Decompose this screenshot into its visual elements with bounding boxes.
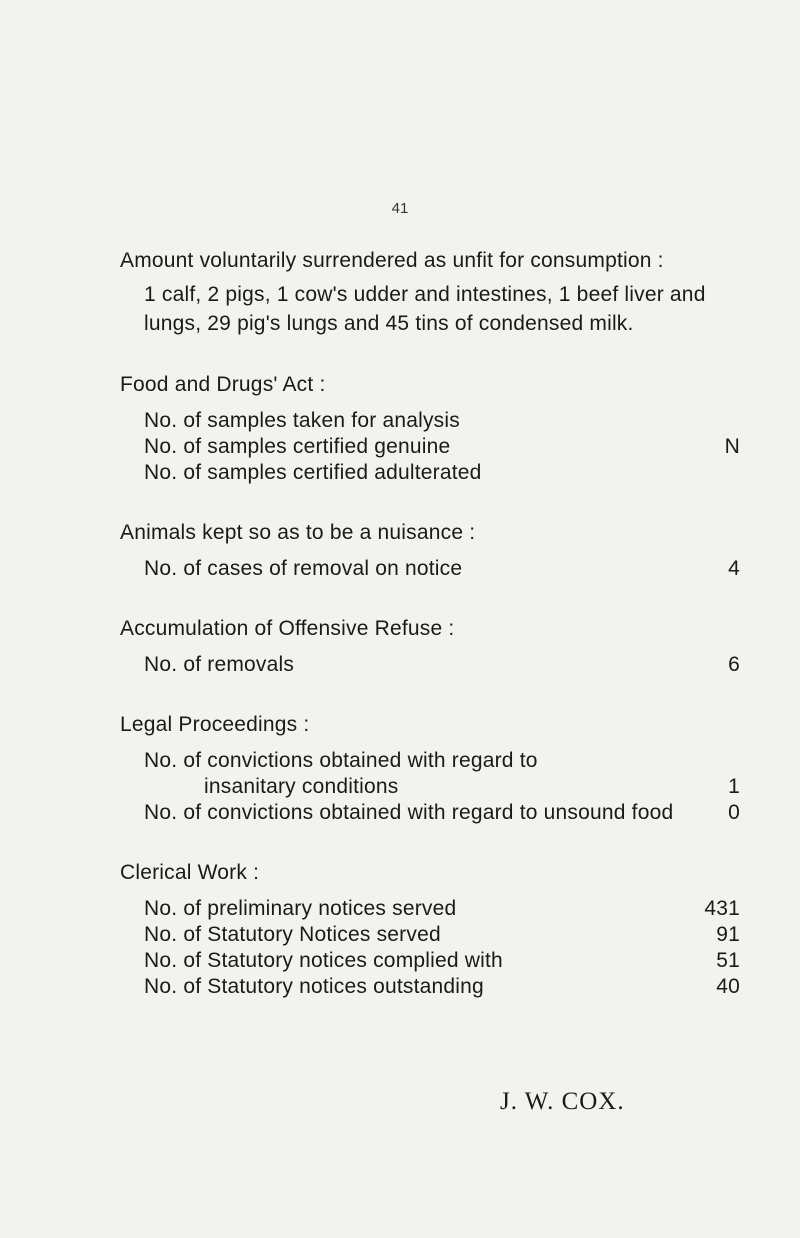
clerical-row-preliminary (120, 896, 740, 922)
food-drugs-row-genuine (120, 434, 740, 460)
food-drugs-row-analysis (120, 408, 740, 434)
surrendered-section (120, 248, 740, 338)
row-value: 1 (728, 775, 740, 798)
row-value (710, 748, 740, 774)
page-number: 41 (391, 200, 409, 217)
clerical-row-complied (120, 948, 740, 974)
row-label: No. of samples certified adulterated (144, 461, 482, 484)
legal-row-insanitary-line2 (120, 774, 740, 800)
animals-heading: Animals kept so as to be a nuisance : (120, 521, 476, 544)
row-label: No. of samples taken for analysis (144, 409, 460, 432)
row-label: No. of Statutory Notices served (144, 923, 441, 946)
surrendered-heading: Amount voluntarily surrendered as unfit for consumption : (120, 249, 664, 272)
food-drugs-row-adulterated (120, 460, 740, 486)
food-drugs-heading: Food and Drugs' Act : (120, 373, 326, 396)
clerical-row-outstanding (120, 974, 740, 1000)
row-label: No. of samples certified genuine (144, 435, 451, 458)
animals-row-removal (120, 556, 740, 582)
row-value: 0 (728, 801, 740, 824)
row-value (710, 460, 740, 486)
legal-heading: Legal Proceedings : (120, 713, 310, 736)
row-label: No. of convictions obtained with regard to unsound food (144, 801, 674, 824)
refuse-heading: Accumulation of Offensive Refuse : (120, 617, 455, 640)
clerical-row-statutory-served (120, 922, 740, 948)
legal-row-unsound-food (120, 800, 740, 826)
row-label: No. of preliminary notices served (144, 897, 457, 920)
refuse-row-removals (120, 652, 740, 678)
row-value: 4 (728, 557, 740, 580)
clerical-heading: Clerical Work : (120, 861, 260, 884)
row-label: No. of removals (144, 653, 295, 676)
refuse-section (120, 616, 740, 678)
surrendered-text: 1 calf, 2 pigs, 1 cow's udder and intestines, 1 beef liver and lungs, 29 pig's lungs and 45 tins of condensed milk. (144, 283, 706, 335)
row-value (710, 408, 740, 434)
row-value: 431 (704, 897, 740, 920)
row-label: No. of Statutory notices outstanding (144, 975, 484, 998)
legal-section (120, 712, 740, 826)
animals-section (120, 520, 740, 582)
row-value: 51 (716, 949, 740, 972)
row-label: No. of Statutory notices complied with (144, 949, 503, 972)
clerical-section (120, 860, 740, 1000)
legal-row-insanitary-line1 (120, 748, 740, 774)
row-label: insanitary conditions (204, 775, 399, 798)
food-drugs-section (120, 372, 740, 486)
row-value: 40 (716, 975, 740, 998)
row-value: 6 (728, 653, 740, 676)
signature: J. W. COX. (500, 1088, 625, 1115)
row-value: N (724, 435, 740, 458)
row-value: 91 (716, 923, 740, 946)
report-body (120, 248, 740, 1000)
row-label: No. of cases of removal on notice (144, 557, 463, 580)
row-label: No. of convictions obtained with regard to (144, 749, 538, 772)
